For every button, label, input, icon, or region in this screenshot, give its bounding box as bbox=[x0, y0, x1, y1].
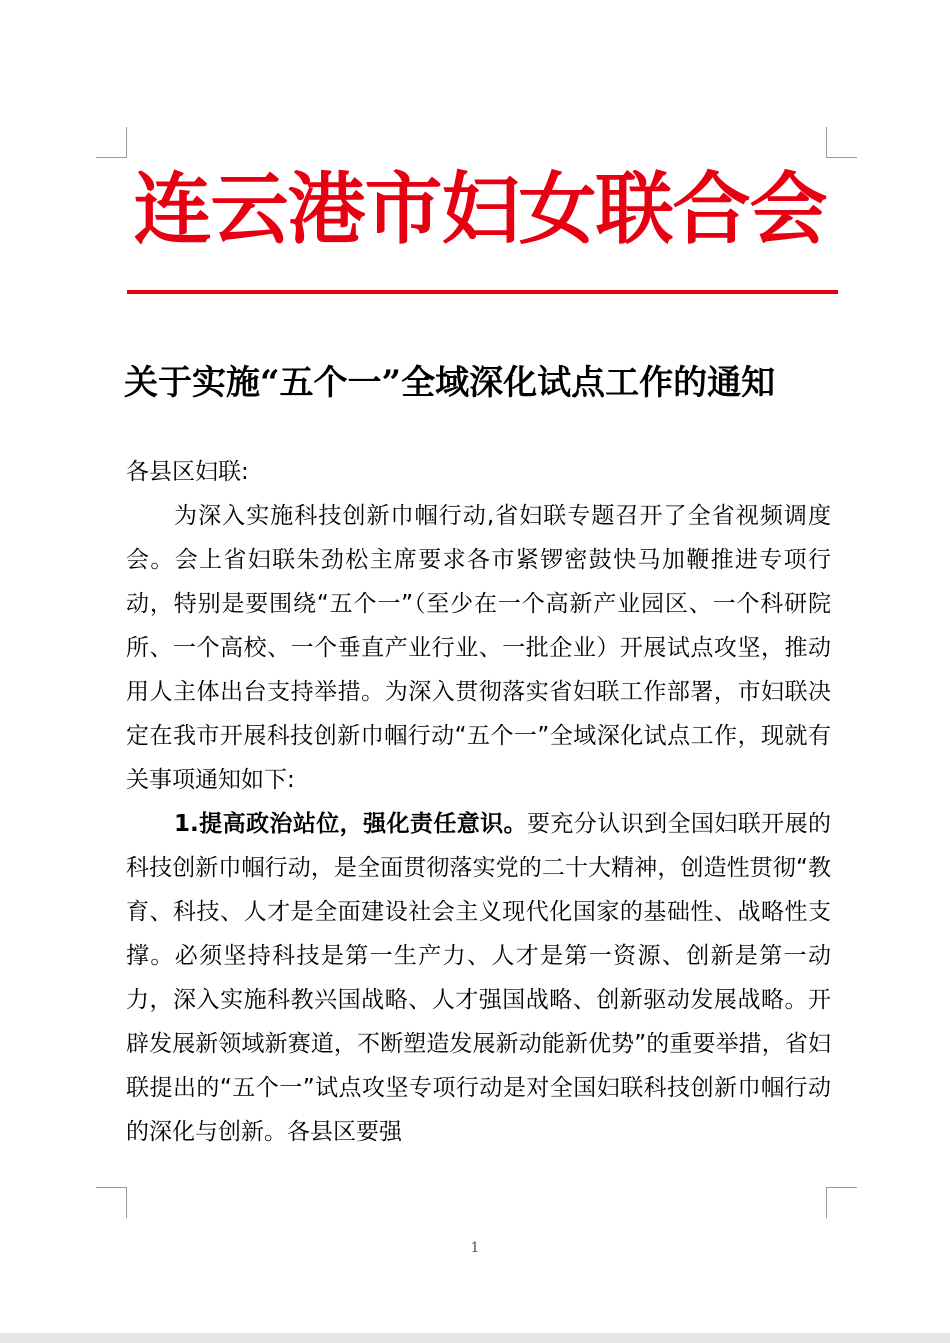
salutation: 各县区妇联: bbox=[126, 459, 249, 485]
crop-mark-top-right bbox=[826, 127, 857, 158]
header-red-rule bbox=[127, 290, 838, 294]
page-number: 1 bbox=[470, 1240, 480, 1256]
item-1-heading: 1.提高政治站位，强化责任意识。 bbox=[174, 811, 527, 837]
crop-mark-bottom-left bbox=[96, 1187, 127, 1218]
item-1-paragraph bbox=[126, 802, 831, 1154]
viewer-bottom-strip bbox=[0, 1333, 950, 1343]
document-body bbox=[126, 450, 831, 1154]
document-title: 关于实施“五个一”全域深化试点工作的通知 bbox=[124, 363, 776, 403]
intro-paragraph: 为深入实施科技创新巾帼行动,省妇联专题召开了全省视频调度会。会上省妇联朱劲松主席要求各市紧锣密鼓快马加鞭推进专项行动，特别是要围绕“五个一”（至少在一个高新产业园区、一个科研院所、一个高校、一个垂直产业行业、一批企业）开展试点攻坚，推动用人主体出台支持举措。为深入贯彻落实省妇联工作部署，市妇联决定在我市开展科技创新巾帼行动“五个一”全域深化试点工作，现就有关事项通知如下: bbox=[126, 503, 831, 793]
crop-mark-bottom-right bbox=[826, 1187, 857, 1218]
crop-mark-top-left bbox=[96, 127, 127, 158]
item-1-text: 要充分认识到全国妇联开展的科技创新巾帼行动，是全面贯彻落实党的二十大精神，创造性贯彻“教育、科技、人才是全面建设社会主义现代化国家的基础性、战略性支撑。必须坚持科技是第一生产力、人才是第一资源、创新是第一动力，深入实施科教兴国战略、人才强国战略、创新驱动发展战略。开辟发展新领域新赛道，不断塑造发展新动能新优势”的重要举措，省妇联提出的“五个一”试点攻坚专项行动是对全国妇联科技创新巾帼行动的深化与创新。各县区要强 bbox=[126, 811, 832, 1145]
organization-header: 连云港市妇女联合会 bbox=[133, 164, 827, 255]
